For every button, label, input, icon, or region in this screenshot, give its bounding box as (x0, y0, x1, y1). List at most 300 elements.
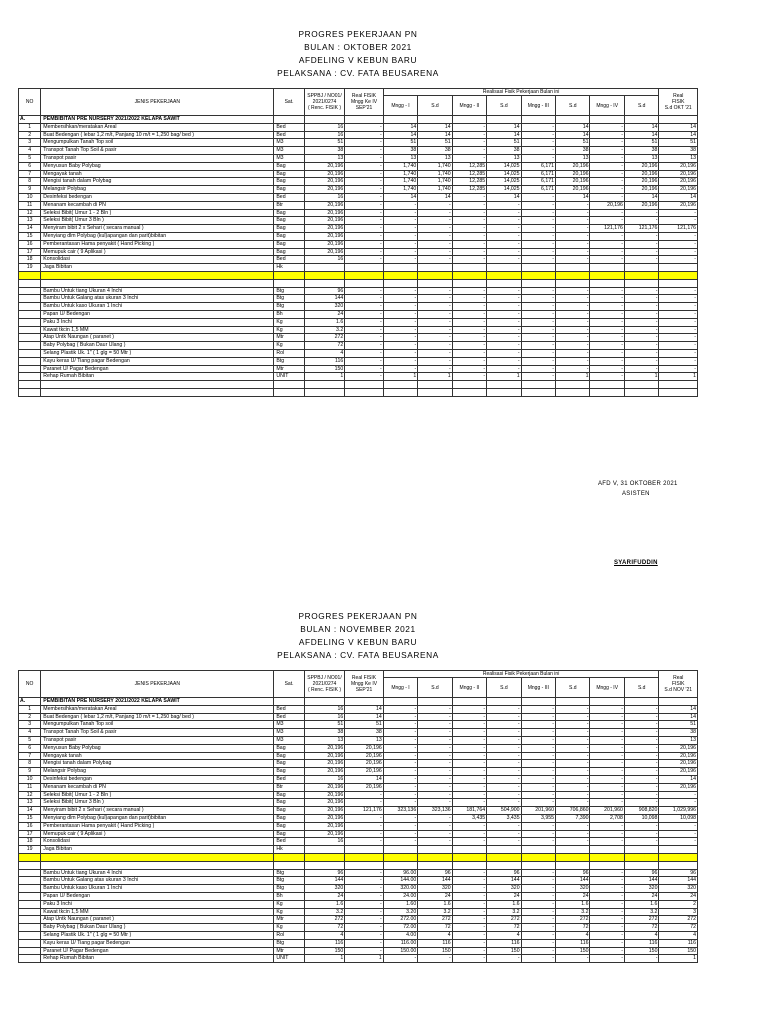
row-number (19, 931, 41, 939)
value-cell: 72 (487, 924, 521, 932)
value-cell: - (418, 822, 452, 830)
value-cell: 1,740 (418, 178, 452, 186)
value-cell: 38 (304, 729, 345, 737)
value-cell: 20,196 (624, 162, 659, 170)
unit: Mtr (274, 334, 304, 342)
value-cell: - (590, 947, 624, 955)
row-number (19, 869, 41, 877)
row-number: 1 (19, 123, 41, 131)
value-cell: - (590, 131, 624, 139)
table-row (19, 830, 698, 838)
value-cell: - (556, 342, 590, 350)
col-week-4: Mngg - IV (590, 96, 624, 116)
col-sd-2: S.d (487, 678, 521, 698)
value-cell: - (487, 248, 521, 256)
value-cell: 96 (624, 869, 659, 877)
value-cell: - (590, 729, 624, 737)
value-cell: 16 (304, 123, 345, 131)
value-cell: 14 (556, 123, 590, 131)
job-name: Bambu Untuk Galang atas ukuran 3 Inchi (41, 295, 274, 303)
value-cell: - (556, 349, 590, 357)
row-number: 14 (19, 225, 41, 233)
row-number: 10 (19, 193, 41, 201)
value-cell: 4 (418, 931, 452, 939)
material-row (19, 900, 698, 908)
value-cell: - (624, 318, 659, 326)
value-cell: - (521, 193, 555, 201)
value-cell: 24 (624, 892, 659, 900)
material-row (19, 955, 698, 963)
value-cell (521, 264, 555, 272)
value-cell: 14 (659, 131, 698, 139)
value-cell (452, 264, 486, 272)
value-cell: - (521, 775, 555, 783)
value-cell: - (345, 908, 384, 916)
value-cell: - (521, 217, 555, 225)
value-cell: 16 (304, 775, 345, 783)
value-cell: 20,196 (304, 170, 345, 178)
value-cell: 10,098 (624, 814, 659, 822)
row-number (19, 349, 41, 357)
unit: Bag (274, 209, 304, 217)
value-cell: - (418, 287, 452, 295)
value-cell: - (452, 752, 486, 760)
unit: Rol (274, 931, 304, 939)
value-cell: - (590, 900, 624, 908)
job-name: Seleksi Bibit( Umur 3 Bln ) (41, 217, 274, 225)
value-cell: - (452, 209, 486, 217)
value-cell: - (624, 303, 659, 311)
value-cell: 1.6 (304, 318, 345, 326)
value-cell: - (345, 154, 384, 162)
empty-cell (659, 271, 698, 279)
value-cell: - (418, 240, 452, 248)
value-cell: 20,196 (304, 217, 345, 225)
value-cell: - (345, 947, 384, 955)
col-sd-1: S.d (418, 678, 452, 698)
value-cell: - (521, 287, 555, 295)
value-cell: - (521, 760, 555, 768)
value-cell: - (383, 357, 417, 365)
job-name: Menyiang dlm Polybag (kul)apangan dan parit)bibitan (41, 814, 274, 822)
value-cell: - (345, 373, 384, 381)
table-row (19, 201, 698, 209)
value-cell: 14 (487, 131, 521, 139)
row-number: 17 (19, 248, 41, 256)
value-cell: - (452, 775, 486, 783)
value-cell: - (487, 838, 521, 846)
job-name: Transpot pasir (41, 154, 274, 162)
empty-cell (487, 279, 521, 287)
unit: Btr (274, 201, 304, 209)
value-cell: 6,171 (521, 186, 555, 194)
value-cell: - (521, 908, 555, 916)
row-number: 7 (19, 170, 41, 178)
row-number: 11 (19, 201, 41, 209)
table-row (19, 232, 698, 240)
report-oktober (18, 28, 698, 397)
value-cell: - (521, 123, 555, 131)
table-row (19, 846, 698, 854)
value-cell: - (345, 287, 384, 295)
row-number: 5 (19, 736, 41, 744)
blank-row (19, 279, 698, 287)
value-cell: - (487, 310, 521, 318)
empty-cell (274, 698, 304, 706)
value-cell (418, 846, 452, 854)
value-cell: - (590, 885, 624, 893)
value-cell: - (452, 830, 486, 838)
value-cell: 10,098 (659, 814, 698, 822)
value-cell: - (521, 931, 555, 939)
value-cell: - (345, 892, 384, 900)
value-cell: - (590, 342, 624, 350)
row-number (19, 310, 41, 318)
row-number: 18 (19, 256, 41, 264)
value-cell: - (659, 240, 698, 248)
value-cell: 14 (345, 775, 384, 783)
unit: Hk (274, 846, 304, 854)
value-cell: 4 (659, 931, 698, 939)
unit: Bag (274, 248, 304, 256)
row-number: 3 (19, 139, 41, 147)
value-cell: - (383, 287, 417, 295)
value-cell: - (383, 791, 417, 799)
value-cell: - (590, 365, 624, 373)
value-cell: 14 (345, 713, 384, 721)
col-sd-4: S.d (624, 96, 659, 116)
value-cell: 20,196 (304, 240, 345, 248)
value-cell: - (487, 287, 521, 295)
value-cell: - (418, 318, 452, 326)
value-cell: - (624, 955, 659, 963)
value-cell: - (383, 295, 417, 303)
value-cell: - (452, 885, 486, 893)
unit: M3 (274, 147, 304, 155)
value-cell: 1 (345, 955, 384, 963)
value-cell: - (418, 334, 452, 342)
empty-cell (659, 381, 698, 389)
value-cell: - (383, 729, 417, 737)
value-cell: - (345, 217, 384, 225)
empty-cell (659, 853, 698, 861)
unit: M3 (274, 139, 304, 147)
empty-cell (556, 853, 590, 861)
value-cell: - (521, 131, 555, 139)
value-cell: 3.2 (304, 908, 345, 916)
job-name: Seleksi Bibit( Umur 3 Bln ) (41, 799, 274, 807)
value-cell: - (521, 365, 555, 373)
empty-cell (659, 698, 698, 706)
row-number (19, 916, 41, 924)
job-name: Kayu keras U/ Tiang pagar Bedengan (41, 939, 274, 947)
value-cell: 181,764 (452, 807, 486, 815)
value-cell: - (345, 318, 384, 326)
value-cell: - (521, 248, 555, 256)
value-cell: - (624, 287, 659, 295)
value-cell: 320 (624, 885, 659, 893)
value-cell: 14 (659, 123, 698, 131)
value-cell: - (624, 760, 659, 768)
row-number: 6 (19, 162, 41, 170)
row-number: 13 (19, 799, 41, 807)
job-name: Seleksi Bibit( Umur 1 - 2 Bln ) (41, 209, 274, 217)
value-cell: - (418, 713, 452, 721)
empty-cell (487, 116, 521, 124)
value-cell: 272.00 (383, 916, 417, 924)
value-cell: - (521, 939, 555, 947)
empty-cell (556, 381, 590, 389)
value-cell: - (383, 310, 417, 318)
empty-cell (383, 116, 417, 124)
empty-cell (452, 381, 486, 389)
value-cell: - (590, 799, 624, 807)
value-cell: 20,196 (304, 248, 345, 256)
value-cell: 7,390 (556, 814, 590, 822)
job-name: Jaga Bibitan (41, 264, 274, 272)
row-number (19, 939, 41, 947)
row-number: 15 (19, 232, 41, 240)
value-cell: - (452, 365, 486, 373)
value-cell: - (452, 256, 486, 264)
empty-cell (274, 381, 304, 389)
row-number: 7 (19, 752, 41, 760)
value-cell: 20,196 (304, 822, 345, 830)
value-cell: - (487, 349, 521, 357)
unit: Mtr (274, 916, 304, 924)
material-row (19, 365, 698, 373)
value-cell: 20,196 (304, 752, 345, 760)
section-title: PEMBIBITAN PRE NURSERY 2021/2022 KELAPA SAWIT (41, 116, 274, 124)
value-cell: - (556, 326, 590, 334)
value-cell: - (345, 365, 384, 373)
row-number (19, 318, 41, 326)
empty-cell (659, 388, 698, 396)
value-cell: - (624, 775, 659, 783)
value-cell: 14 (624, 123, 659, 131)
value-cell: - (590, 373, 624, 381)
value-cell: - (452, 713, 486, 721)
value-cell: 1 (659, 373, 698, 381)
row-number (19, 287, 41, 295)
value-cell: - (590, 822, 624, 830)
value-cell: - (659, 256, 698, 264)
value-cell: - (383, 303, 417, 311)
col-sd-1: S.d (418, 96, 452, 116)
value-cell: - (556, 318, 590, 326)
value-cell: 51 (624, 139, 659, 147)
value-cell: - (659, 365, 698, 373)
value-cell: 1,740 (383, 186, 417, 194)
value-cell: - (590, 791, 624, 799)
value-cell: 20,196 (624, 186, 659, 194)
value-cell: 116 (304, 939, 345, 947)
material-row (19, 892, 698, 900)
value-cell: 150 (659, 947, 698, 955)
value-cell: 144 (624, 877, 659, 885)
row-number: 17 (19, 830, 41, 838)
table-row (19, 814, 698, 822)
value-cell: 20,196 (659, 170, 698, 178)
value-cell: 144 (659, 877, 698, 885)
value-cell: - (418, 838, 452, 846)
value-cell: 272 (418, 916, 452, 924)
value-cell: - (521, 303, 555, 311)
value-cell: 38 (659, 729, 698, 737)
value-cell: - (521, 705, 555, 713)
value-cell: - (345, 877, 384, 885)
job-name: Papan U/ Bedengan (41, 892, 274, 900)
empty-cell (452, 116, 486, 124)
col-sppbj: SPPBJ / NO01/ 2021/0274 ( Renc. FISIK ) (304, 89, 345, 116)
value-cell: - (624, 349, 659, 357)
value-cell: 20,196 (659, 783, 698, 791)
value-cell: 1,740 (418, 162, 452, 170)
value-cell: 1.6 (624, 900, 659, 908)
empty-cell (345, 271, 384, 279)
unit: Bag (274, 170, 304, 178)
value-cell: 4 (304, 931, 345, 939)
value-cell: - (590, 248, 624, 256)
empty-cell (345, 853, 384, 861)
value-cell: - (345, 310, 384, 318)
value-cell: - (345, 303, 384, 311)
empty-cell (383, 853, 417, 861)
row-number (19, 326, 41, 334)
value-cell: - (452, 287, 486, 295)
value-cell: 121,176 (345, 807, 384, 815)
value-cell: - (383, 955, 417, 963)
value-cell: - (556, 240, 590, 248)
value-cell: - (556, 752, 590, 760)
value-cell: 6,171 (521, 170, 555, 178)
value-cell: - (590, 721, 624, 729)
table-row (19, 783, 698, 791)
value-cell: - (452, 822, 486, 830)
job-name: Transpot pasir (41, 736, 274, 744)
row-number: 2 (19, 713, 41, 721)
empty-cell (418, 698, 452, 706)
empty-cell (521, 698, 555, 706)
value-cell: 320 (304, 303, 345, 311)
value-cell: - (590, 154, 624, 162)
value-cell: 20,196 (624, 178, 659, 186)
row-number: 4 (19, 729, 41, 737)
unit: Kg (274, 924, 304, 932)
value-cell: 908,820 (624, 807, 659, 815)
value-cell: - (418, 729, 452, 737)
row-number (19, 334, 41, 342)
value-cell: - (487, 783, 521, 791)
value-cell: 20,196 (304, 807, 345, 815)
value-cell: - (487, 775, 521, 783)
unit: Btg (274, 303, 304, 311)
value-cell: 16 (304, 838, 345, 846)
value-cell: - (590, 217, 624, 225)
value-cell: 14,025 (487, 170, 521, 178)
table-row (19, 170, 698, 178)
value-cell: 1,740 (418, 170, 452, 178)
value-cell: 51 (659, 139, 698, 147)
value-cell: - (487, 318, 521, 326)
value-cell: - (487, 256, 521, 264)
value-cell: - (624, 768, 659, 776)
empty-cell (304, 861, 345, 869)
material-row (19, 939, 698, 947)
job-name: Jaga Bibitan (41, 846, 274, 854)
empty-cell (590, 698, 624, 706)
unit: Kg (274, 342, 304, 350)
value-cell: - (521, 900, 555, 908)
table-row (19, 838, 698, 846)
material-row (19, 947, 698, 955)
row-number: 12 (19, 209, 41, 217)
value-cell: - (452, 303, 486, 311)
table-row (19, 768, 698, 776)
job-name: Atap Untk Naungan ( paranet ) (41, 334, 274, 342)
value-cell: - (521, 955, 555, 963)
section-row (19, 698, 698, 706)
value-cell: - (590, 310, 624, 318)
table-row (19, 791, 698, 799)
value-cell: - (452, 736, 486, 744)
unit: Btg (274, 357, 304, 365)
value-cell: 320.00 (383, 885, 417, 893)
job-name: Menyusun Baby Polybag (41, 744, 274, 752)
value-cell: 323,136 (418, 807, 452, 815)
empty-cell (41, 388, 274, 396)
unit: Bag (274, 217, 304, 225)
job-name: Menanam kecambah di PN (41, 783, 274, 791)
empty-cell (590, 116, 624, 124)
material-row (19, 357, 698, 365)
value-cell: - (418, 783, 452, 791)
table-row (19, 256, 698, 264)
value-cell: - (624, 357, 659, 365)
job-name: Baby Polybag ( Bukan Daur Ulang ) (41, 342, 274, 350)
empty-cell (41, 279, 274, 287)
value-cell: - (659, 287, 698, 295)
value-cell: - (452, 232, 486, 240)
value-cell: - (521, 736, 555, 744)
row-number (19, 947, 41, 955)
unit: Bag (274, 807, 304, 815)
value-cell: 20,196 (304, 186, 345, 194)
value-cell: - (418, 736, 452, 744)
value-cell: 13 (659, 736, 698, 744)
value-cell: - (590, 713, 624, 721)
empty-cell (274, 861, 304, 869)
job-name: Paku 3 Inchi (41, 318, 274, 326)
progress-table (18, 88, 698, 397)
value-cell: 1.60 (383, 900, 417, 908)
value-cell: 13 (304, 736, 345, 744)
value-cell: - (487, 799, 521, 807)
value-cell: - (521, 139, 555, 147)
value-cell: - (383, 744, 417, 752)
row-number (19, 900, 41, 908)
value-cell: - (418, 342, 452, 350)
value-cell: - (418, 232, 452, 240)
value-cell: - (418, 830, 452, 838)
value-cell: - (383, 240, 417, 248)
value-cell: 51 (556, 139, 590, 147)
value-cell: - (345, 799, 384, 807)
col-week-2: Mngg - II (452, 678, 486, 698)
value-cell: - (487, 209, 521, 217)
value-cell: - (345, 147, 384, 155)
table-row (19, 240, 698, 248)
